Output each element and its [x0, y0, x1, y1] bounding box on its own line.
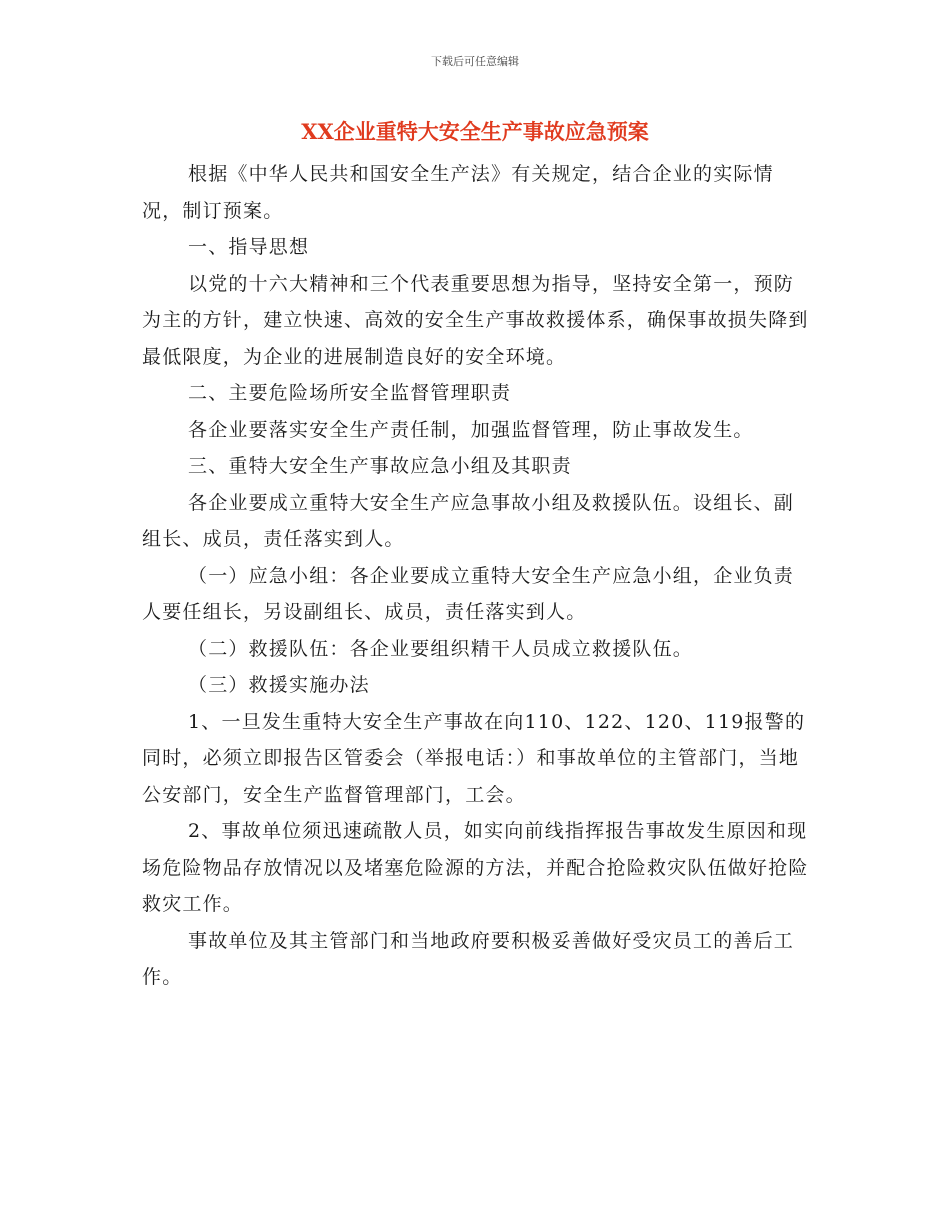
- paragraph: 2、事故单位须迅速疏散人员，如实向前线指挥报告事故发生原因和现场危险物品存放情况以及堵塞危险源的方法，并配合抢险救灾队伍做好抢险救灾工作。: [142, 820, 809, 915]
- paragraph: 各企业要落实安全生产责任制，加强监督管理，防止事故发生。: [188, 418, 754, 441]
- paragraph: （二）救援队伍：各企业要组织精干人员成立救援队伍。: [188, 637, 694, 660]
- paragraph: 1、一旦发生重特大安全生产事故在向110、122、120、119报警的同时，必须立即报告区管委会（举报电话：）和事故单位的主管部门，当地公安部门，安全生产监督管理部门，工会。: [142, 710, 806, 806]
- page-header: 下载后可任意编辑: [431, 55, 519, 68]
- subsection-heading: （三）救援实施办法: [188, 674, 370, 696]
- section-heading: 一、指导思想: [188, 236, 310, 258]
- document-title: XX企业重特大安全生产事故应急预案: [301, 119, 649, 144]
- paragraph: 根据《中华人民共和国安全生产法》有关规定，结合企业的实际情况，制订预案。: [142, 163, 774, 222]
- section-heading: 三、重特大安全生产事故应急小组及其职责: [188, 455, 572, 477]
- paragraph: （一）应急小组：各企业要成立重特大安全生产应急小组，企业负责人要任组长，另设副组长、成员，责任落实到人。: [142, 564, 795, 623]
- paragraph: 以党的十六大精神和三个代表重要思想为指导，坚持安全第一，预防为主的方针，建立快速、高效的安全生产事故救援体系，确保事故损失降到最低限度，为企业的进展制造良好的安全环境。: [142, 272, 809, 368]
- document-body: [142, 156, 812, 996]
- paragraph: 各企业要成立重特大安全生产应急事故小组及救援队伍。设组长、副组长、成员，责任落实到人。: [142, 491, 795, 550]
- section-heading: 二、主要危险场所安全监督管理职责: [188, 382, 512, 404]
- paragraph: 事故单位及其主管部门和当地政府要积极妥善做好受灾员工的善后工作。: [142, 929, 795, 988]
